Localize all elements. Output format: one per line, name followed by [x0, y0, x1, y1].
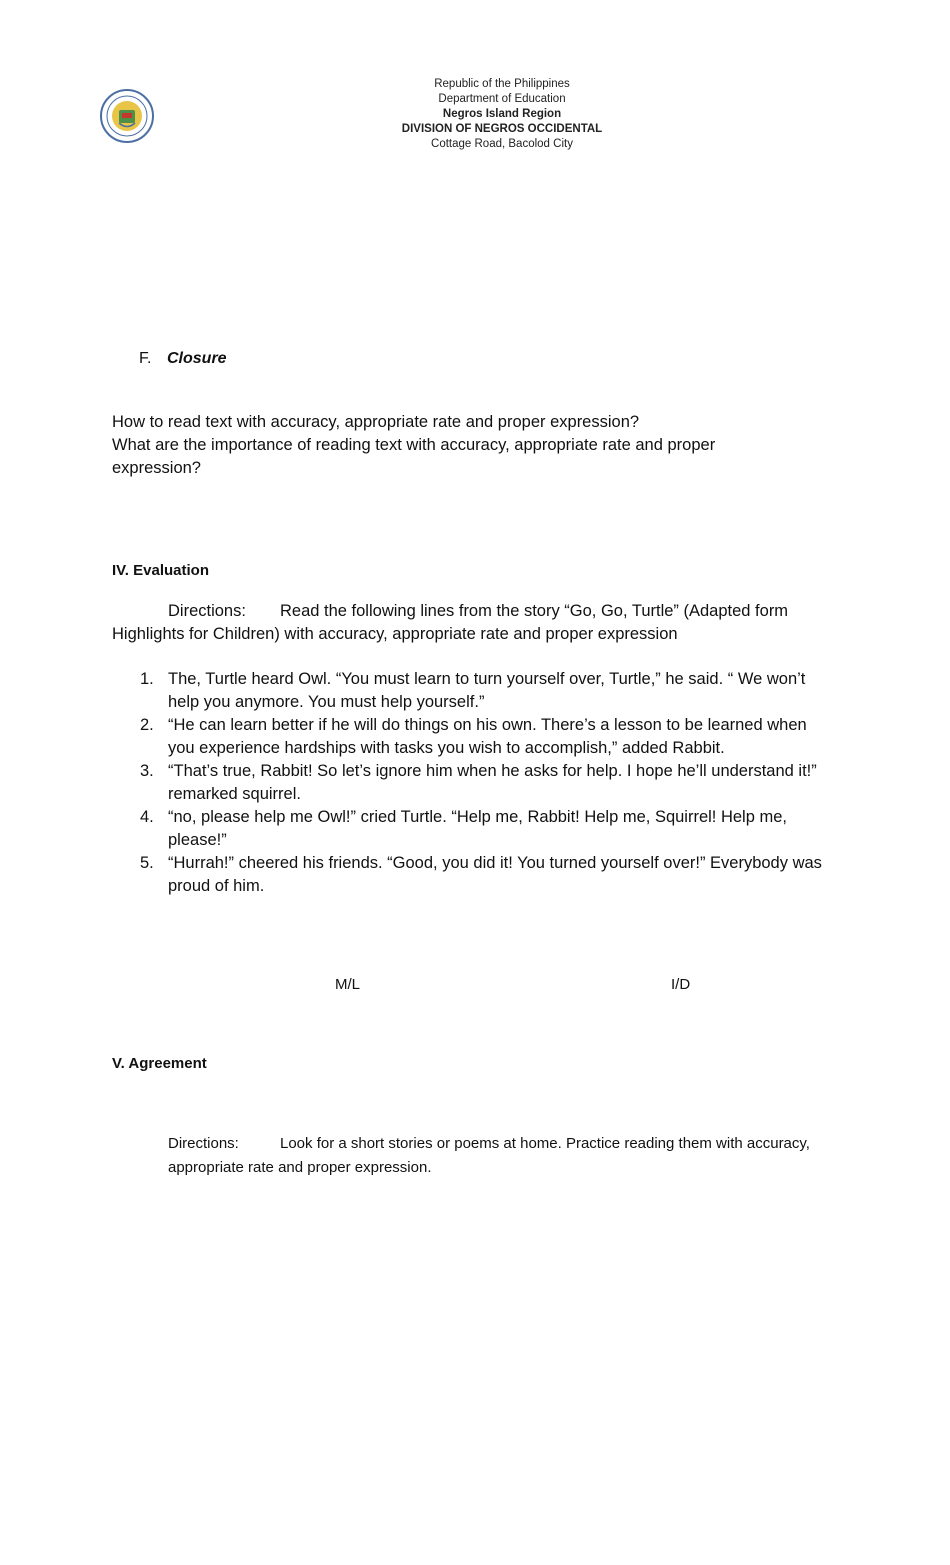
evaluation-items — [112, 668, 837, 898]
evaluation-directions — [112, 600, 832, 646]
list-item — [112, 668, 837, 714]
agreement-directions-text: Look for a short stories or poems at home. Practice reading them with accuracy, appropriate rate and proper expression. — [168, 1135, 810, 1176]
closure-question-1: How to read text with accuracy, appropriate rate and proper expression? — [112, 413, 640, 431]
item-text: The, Turtle heard Owl. “You must learn to turn yourself over, Turtle,” he said. “ We won’t help you anymore. You must help yourself.” — [168, 670, 806, 711]
letterhead-division: DIVISION OF NEGROS OCCIDENTAL — [401, 123, 603, 135]
mastery-level-label: M/L — [335, 976, 361, 993]
item-text: “He can learn better if he will do things on his own. There’s a lesson to be learned when you experience hardships with tasks you wish to accomplish,” added Rabbit. — [168, 716, 807, 757]
item-text: “That’s true, Rabbit! So let’s ignore him when he asks for help. I hope he’ll understand it!” remarked squirrel. — [168, 762, 817, 803]
letterhead — [352, 77, 652, 152]
agreement-directions-label: Directions: — [168, 1135, 239, 1152]
index-difficulty-label: I/D — [671, 976, 691, 993]
evaluation-heading: IV. Evaluation — [112, 562, 209, 579]
division-seal-icon — [99, 88, 155, 144]
closure-title: Closure — [167, 350, 227, 367]
list-item — [112, 852, 837, 898]
item-number: 4. — [140, 808, 154, 826]
item-number: 5. — [140, 854, 154, 872]
list-item — [112, 760, 837, 806]
letterhead-republic: Republic of the Philippines — [434, 78, 570, 90]
evaluation-directions-label: Directions: — [168, 602, 246, 620]
letterhead-address: Cottage Road, Bacolod City — [431, 138, 573, 150]
letterhead-department: Department of Education — [438, 93, 566, 105]
list-item — [112, 806, 837, 852]
list-item — [112, 714, 837, 760]
closure-question-2: What are the importance of reading text with accuracy, appropriate rate and proper expression? — [112, 436, 716, 477]
closure-letter: F. — [139, 350, 152, 367]
letterhead-region: Negros Island Region — [442, 108, 562, 120]
item-number: 1. — [140, 670, 154, 688]
evaluation-directions-text: Read the following lines from the story “Go, Go, Turtle” (Adapted form Highlights for Children) with accuracy, appropriate rate and proper expression — [112, 602, 789, 643]
item-text: “Hurrah!” cheered his friends. “Good, you did it! You turned yourself over!” Everybody was proud of him. — [168, 854, 822, 895]
item-text: “no, please help me Owl!” cried Turtle. “Help me, Rabbit! Help me, Squirrel! Help me, please!” — [168, 808, 787, 849]
closure-heading — [139, 350, 227, 368]
agreement-directions — [168, 1132, 848, 1180]
closure-questions — [112, 411, 792, 480]
item-number: 3. — [140, 762, 154, 780]
item-number: 2. — [140, 716, 154, 734]
agreement-heading: V. Agreement — [112, 1055, 207, 1072]
